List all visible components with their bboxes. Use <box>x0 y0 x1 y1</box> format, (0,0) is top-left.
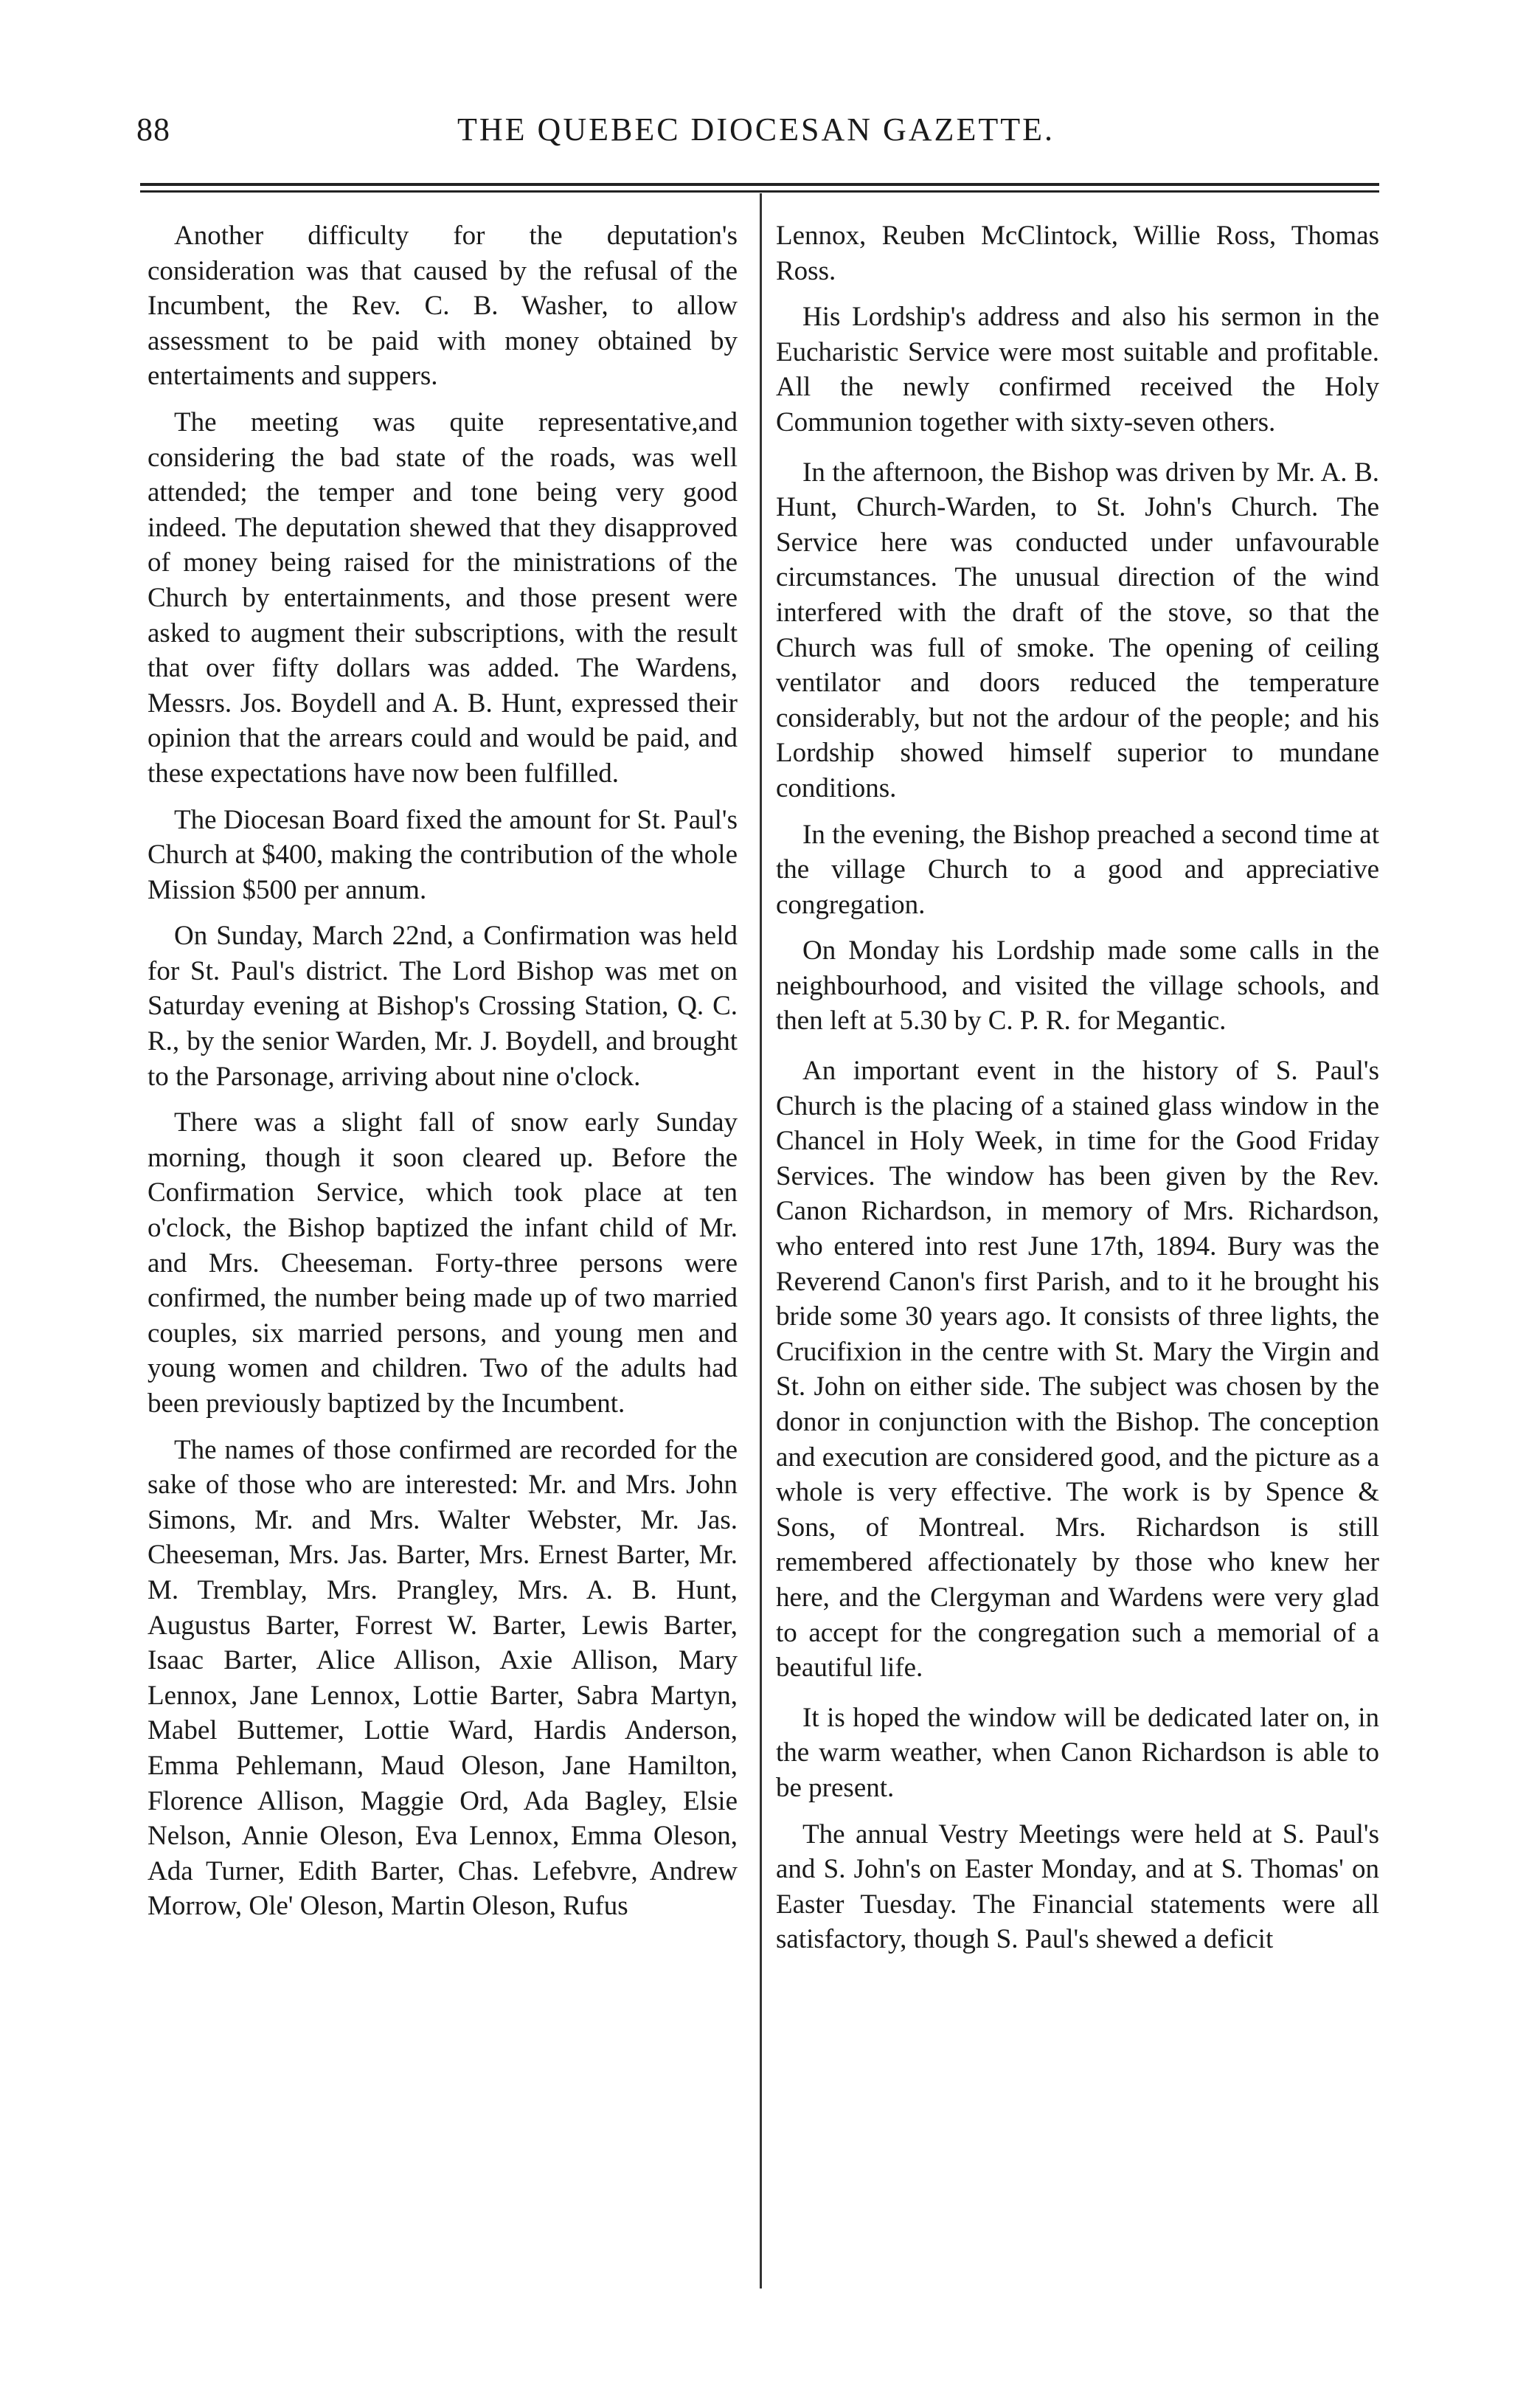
page-header <box>136 111 1376 162</box>
paragraph-monday-calls: On Monday his Lordship made some calls in the neighbourhood, and visited the village schools, and then left at 5.30 by C. P. R. for Megantic. <box>776 935 1379 1037</box>
paragraph-evening-service: In the evening, the Bishop preached a second time at the village Church to a good and appreciative congregation. <box>776 819 1379 920</box>
paragraph-meeting: The meeting was quite representative,and considering the bad state of the roads, was well attended; the temper and tone being very good indeed. The deputation shewed that they disapproved of money being raised for the ministrations of the Church by entertainments, and those present were asked to augment their subscriptions, with the result that over fifty dollars was added. The Wardens, Messrs. Jos. Boydell and A. B. Hunt, expressed their opinion that the arrears could and would be paid, and these expectations have now been fulfilled. <box>148 406 738 789</box>
paragraph-stained-glass-window: An important event in the history of S. Paul's Church is the placing of a stained glass window in the Chancel in Holy Week, in time for the Good Friday Services. The window has been given by the Rev. Canon Richardson, in memory of Mrs. Richardson, who entered into rest June 17th, 1894. Bury was the Reverend Canon's first Parish, and to it he brought his bride some 30 years ago. It consists of three lights, the Crucifixion in the centre with St. Mary the Virgin and St. John on either side. The subject was chosen by the donor in conjunction with the Bishop. The conception and execution are considered good, and the picture as a whole is very effective. The work is by Spence & Sons, of Montreal. Mrs. Richardson is still remembered affectionately by those who knew her here, and the Clergyman and Wardens were very glad to accept for the congregation such a memorial of a beautiful life. <box>776 1056 1379 1684</box>
header-rule-bottom <box>140 190 1379 193</box>
header-rule-top <box>140 183 1379 186</box>
paragraph-names-continued: Lennox, Reuben McClintock, Willie Ross, Thomas Ross. <box>776 221 1379 286</box>
page-number: 88 <box>136 111 170 148</box>
paragraph-confirmation: On Sunday, March 22nd, a Confirmation was held for St. Paul's district. The Lord Bishop was met on Saturday evening at Bishop's Crossing Station, Q. C. R., by the senior Warden, Mr. J. Boydell, and brought to the Parsonage, arriving about nine o'clock. <box>148 921 738 1092</box>
paragraph-vestry-meetings: The annual Vestry Meetings were held at S. Paul's and S. John's on Easter Monday, and at S. Thomas' on Easter Tuesday. The Financial statements were all satisfactory, though S. Paul's shewed a deficit <box>776 1819 1379 1955</box>
paragraph-afternoon-service: In the afternoon, the Bishop was driven by Mr. A. B. Hunt, Church-Warden, to St. John's Church. The Service here was conducted under unfavourable circumstances. The unusual direction of the wind interfered with the draft of the stove, so that the Church was full of smoke. The opening of ceiling ventilator and doors reduced the temperature considerably, but not the ardour of the people; and his Lordship showed himself superior to mundane conditions. <box>776 457 1379 803</box>
paragraph-confirmed-names: The names of those confirmed are recorded for the sake of those who are interested: Mr. and Mrs. John Simons, Mr. and Mrs. Walter Webster, Mr. Jas. Cheeseman, Mrs. Jas. Barter, Mrs. Ernest Barter, Mr. M. Tremblay, Mrs. Prangley, Mrs. A. B. Hunt, Augustus Barter, Forrest W. Barter, Lewis Barter, Isaac Barter, Alice Allison, Axie Allison, Mary Lennox, Jane Lennox, Lottie Barter, Sabra Martyn, Mabel Buttemer, Lottie Ward, Hardis Anderson, Emma Pehlemann, Maud Oleson, Jane Hamilton, Florence Allison, Maggie Ord, Ada Bagley, Elsie Nelson, Annie Oleson, Eva Lennox, Emma Oleson, Ada Turner, Edith Barter, Chas. Lefebvre, Andrew Morrow, Ole' Oleson, Martin Oleson, Rufus <box>148 1434 738 1922</box>
paragraph-lordship-address: His Lordship's address and also his sermon in the Eucharistic Service were most suitable and profitable. All the newly confirmed received the Holy Communion together with sixty-seven others. <box>776 302 1379 437</box>
paragraph-deputation-difficulty: Another difficulty for the deputation's consideration was that caused by the refusal of the Incumbent, the Rev. C. B. Washer, to allow assessment to be paid with money obtained by entertaiments and suppers. <box>148 221 738 392</box>
running-title: THE QUEBEC DIOCESAN GAZETTE. <box>457 111 1055 148</box>
paragraph-window-dedication: It is hoped the window will be dedicated later on, in the warm weather, when Canon Richardson is able to be present. <box>776 1702 1379 1803</box>
column-divider <box>760 193 762 2288</box>
paragraph-diocesan-board: The Diocesan Board fixed the amount for St. Paul's Church at $400, making the contribution of the whole Mission $500 per annum. <box>148 804 738 905</box>
right-column <box>776 218 1379 1968</box>
paragraph-snow-sunday: There was a slight fall of snow early Sunday morning, though it soon cleared up. Before the Confirmation Service, which took place at ten o'clock, the Bishop baptized the infant child of Mr. and Mrs. Cheeseman. Forty-three persons were confirmed, the number being made up of two married couples, six married persons, and young men and young women and children. Two of the adults had been previously baptized by the Incumbent. <box>148 1107 738 1419</box>
left-column <box>148 218 738 1935</box>
